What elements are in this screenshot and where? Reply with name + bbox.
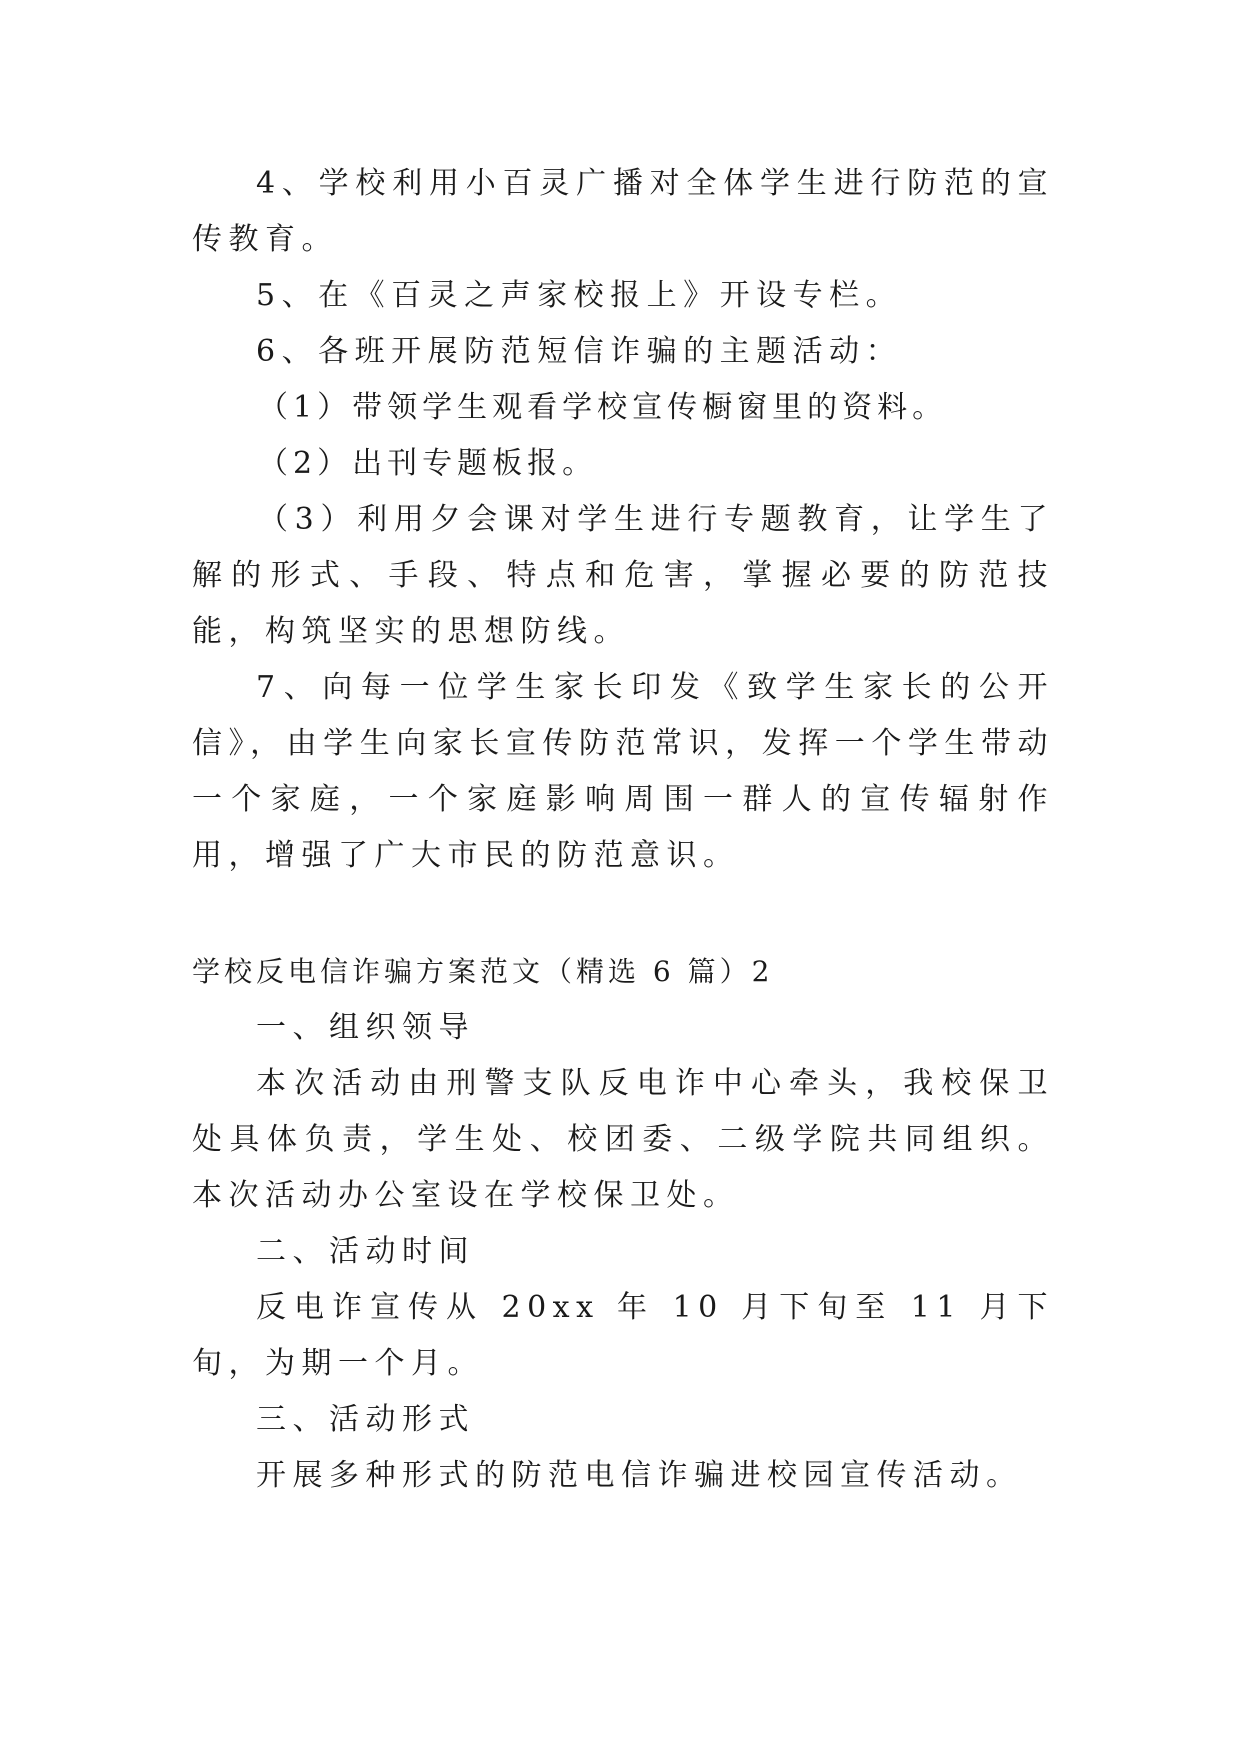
sub-item-3: （3）利用夕会课对学生进行专题教育，让学生了解的形式、手段、特点和危害，掌握必要的防范技能，构筑坚实的思想防线。 xyxy=(192,502,1054,649)
heading-time: 二、活动时间 xyxy=(256,1234,475,1269)
paragraph-item-7: 7、向每一位学生家长印发《致学生家长的公开信》，由学生向家长宣传防范常识，发挥一个学生带动一个家庭，一个家庭影响周围一群人的宣传辐射作用，增强了广大市民的防范意识。 xyxy=(192,670,1054,873)
section-spacer xyxy=(192,884,1054,944)
document-body xyxy=(192,156,1054,1504)
paragraph-form: 开展多种形式的防范电信诈骗进校园宣传活动。 xyxy=(256,1458,1023,1493)
paragraph-item-4: 4、学校利用小百灵广播对全体学生进行防范的宣传教育。 xyxy=(192,166,1054,257)
heading-organization: 一、组织领导 xyxy=(256,1010,475,1045)
sub-item-2: （2）出刊专题板报。 xyxy=(258,446,598,481)
paragraph-item-6: 6、各班开展防范短信诈骗的主题活动： xyxy=(256,334,903,369)
paragraph-time: 反电诈宣传从 20xx 年 10 月下旬至 11 月下旬，为期一个月。 xyxy=(192,1290,1054,1381)
paragraph-item-5: 5、在《百灵之声家校报上》开设专栏。 xyxy=(256,278,903,313)
paragraph-organization: 本次活动由刑警支队反电诈中心牵头，我校保卫处具体负责，学生处、校团委、二级学院共同组织。本次活动办公室设在学校保卫处。 xyxy=(192,1066,1054,1213)
sub-item-1: （1）带领学生观看学校宣传橱窗里的资料。 xyxy=(258,390,948,425)
section-title: 学校反电信诈骗方案范文（精选 6 篇）2 xyxy=(192,955,774,988)
heading-form: 三、活动形式 xyxy=(256,1402,475,1437)
